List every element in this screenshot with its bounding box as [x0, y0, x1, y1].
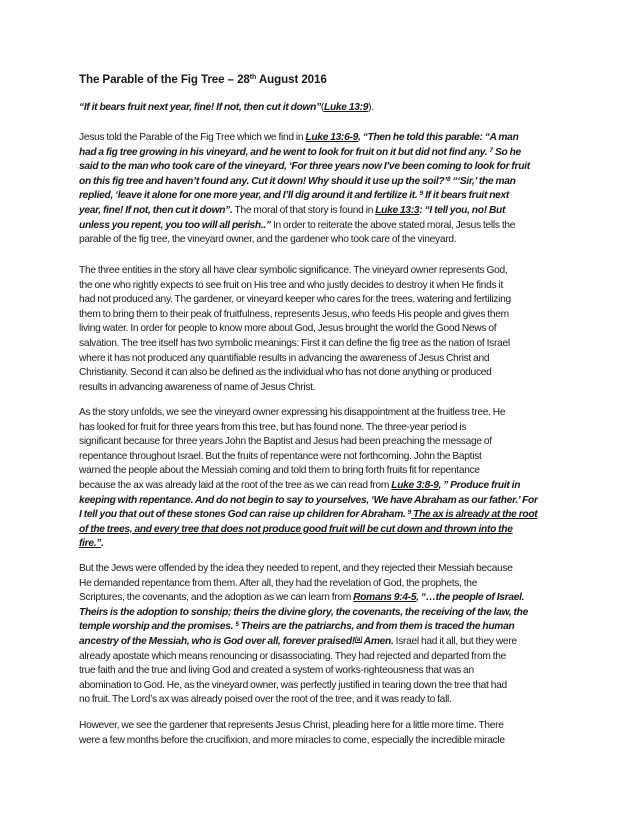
intro-quote-text: “If it bears fruit next year, fine! If not, then cut it down” [79, 102, 321, 113]
paragraph-3 [79, 406, 559, 552]
text-line: had not produced any. The gardener, or vineyard keeper who cares for the trees, watering and fertilizing [79, 294, 511, 306]
scripture-ref-link[interactable]: Luke 13:9 [324, 102, 369, 113]
text-line: abomination to God. He, as the vineyard owner, was perfectly justified in tearing down the tree that had [79, 679, 507, 691]
text-line: true faith and the true and living God and created a system of works-righteousness that was an [79, 665, 474, 677]
scripture-ref-link[interactable]: Luke 3:8-9 [391, 479, 439, 491]
quote-run: ancestry of the Messiah, who is God over all, forever praised! [79, 635, 355, 647]
intro-quote-paren: ( [320, 102, 325, 113]
text-line: Christianity. Second it can also be defined as the individual who has not done anything or produced [79, 367, 492, 379]
quote-run: unless you repent, you too will all perish..” [79, 219, 271, 231]
text-line [79, 175, 559, 190]
quote-run: keeping with repentance. And do not begin to say to yourselves, ‘We have Abraham as our father.’ For [79, 494, 538, 506]
text-line [79, 131, 559, 146]
text-line: However, we see the gardener that represents Jesus Christ, pleading here for a little more time. There [79, 720, 504, 731]
text-line: no fruit. The Lord’s ax was already poised over the root of the tree, and it was ready to fall. [79, 694, 452, 706]
text-line [79, 508, 559, 523]
verse-number: 9 [419, 190, 423, 198]
quote-run: Theirs is the adoption to sonship; theirs the divine glory, the covenants, the receiving of the law, the [79, 606, 529, 618]
text-line [79, 494, 559, 509]
text-line [79, 479, 559, 494]
text-line: results in advancing awareness of name of Jesus Christ. [79, 381, 316, 393]
text-line: has looked for fruit for three years from this tree, but has found none. The three-year period is [79, 421, 467, 433]
verse-number: 7 [489, 146, 493, 154]
page-title [79, 73, 327, 86]
text-line [79, 537, 559, 552]
quote-run: . [101, 538, 104, 550]
quote-run: replied, ‘leave it alone for one more year, and I’ll dig around it and fertilize it. [79, 190, 420, 202]
text-line: salvation. The tree itself has two symbolic meanings: First it can define the fig tree as the nation of Israel [79, 337, 510, 349]
quote-run-underlined: fire.” [79, 538, 102, 550]
text-line [79, 146, 559, 161]
paragraph-5 [79, 719, 559, 748]
quote-run: I tell you that out of these stones God can raise up children for Abraham. [79, 509, 408, 521]
text-line [79, 591, 559, 606]
quote-run: year, fine! If not, then cut it down”. [79, 204, 233, 216]
text-run: because the ax was already laid at the root of the tree as we can read from [79, 479, 392, 491]
verse-number: 5 [235, 621, 239, 629]
quote-run: had a fig tree growing in his vineyard, and he went to look for fruit on it but did not find any. [79, 146, 490, 158]
verse-number: 8 [446, 175, 451, 183]
text-run: Israel had it all, but they were [393, 635, 517, 647]
paragraph-1 [79, 131, 559, 248]
text-line [79, 606, 559, 621]
quote-run: on this fig tree and haven’t found any. Cut it down! Why should it use up the soil?’ [79, 175, 447, 187]
scripture-ref-link[interactable]: Luke 13:6-9 [305, 132, 358, 143]
quote-run: Amen. [361, 635, 394, 647]
text-run: parable of the fig tree, the vineyard owner, and the gardener who took care of the vineyard. [79, 234, 457, 246]
text-run: The moral of that story is found in [232, 204, 376, 216]
quote-run: , “Then he told this parable: “A man [358, 132, 519, 143]
text-line [79, 233, 559, 248]
text-line [79, 523, 559, 538]
quote-run: , “…the people of Israel. [416, 592, 525, 604]
text-line: them to bring them to their peak of fruitfulness, represents Jesus, who feeds His people and gives them [79, 308, 509, 320]
text-line: warned the people about the Messiah coming and told them to bring forth fruits fit for repentance [79, 465, 480, 477]
text-line: the one who rightly expects to see fruit on His tree and who justly decides to destroy it when He finds it [79, 279, 503, 291]
text-line [79, 219, 559, 234]
text-line: But the Jews were offended by the idea they needed to repent, and they rejected their Messiah because [79, 563, 513, 574]
text-line [79, 189, 559, 204]
title-superscript: th [249, 74, 257, 81]
intro-quote-close: ). [368, 102, 374, 113]
text-line: repentance throughout Israel. But the fruits of repentance were not forthcoming. John the Baptist [79, 450, 482, 462]
text-line: He demanded repentance from them. After all, they had the revelation of God, the prophets, the [79, 577, 478, 589]
quote-run: If it bears fruit next [422, 190, 510, 202]
paragraph-2 [79, 264, 559, 395]
title-text: The Parable of the Fig Tree – 28 [79, 73, 250, 86]
quote-run: Theirs are the patriarchs, and from them is traced the human [238, 621, 515, 633]
text-line: living water. In order for people to know more about God, Jesus brought the world the Good News of [79, 323, 497, 335]
text-line: significant because for three years John the Baptist and Jesus had been preaching the message of [79, 436, 492, 448]
paragraph-4 [79, 562, 559, 708]
footnote-link[interactable]: [a] [354, 635, 362, 643]
text-line [79, 160, 559, 175]
text-run: Jesus told the Parable of the Fig Tree which we find in [79, 132, 306, 143]
quote-run: said to the man who took care of the vineyard, ‘For three years now I’ve been coming to look for fruit [79, 161, 530, 173]
quote-run-underlined: of the trees, and every tree that does not produce good fruit will be cut down and thrown into the [79, 523, 513, 535]
quote-run-underlined: The ax is already at the root [411, 509, 538, 521]
text-run: Scriptures, the covenants, and the adoption as we can learn from [79, 592, 354, 604]
scripture-ref-link[interactable]: Romans 9:4-5 [353, 592, 417, 604]
quote-run: : “I tell you, no! But [419, 204, 506, 216]
text-line [79, 635, 559, 650]
quote-run: So he [492, 146, 521, 158]
verse-number: 9 [407, 509, 412, 517]
text-line: The three entities in the story all have clear symbolic significance. The vineyard owner represents God, [79, 265, 508, 276]
intro-quote [79, 101, 559, 116]
text-line [79, 204, 559, 219]
text-run: In order to reiterate the above stated moral, Jesus tells the [270, 219, 516, 231]
scripture-ref-link[interactable]: Luke 13:3 [375, 204, 420, 216]
text-line: were a few months before the crucifixion, and more miracles to come, especially the incredible miracle [79, 734, 505, 746]
quote-run: “‘Sir,’ the man [450, 175, 516, 187]
text-line: As the story unfolds, we see the vineyard owner expressing his disappointment at the fruitless tree. He [79, 407, 506, 418]
text-line: already apostate which means renouncing or disassociating. They had rejected and departed from the [79, 650, 507, 662]
text-line [79, 620, 559, 635]
quote-run: temple worship and the promises. [79, 621, 236, 633]
quote-run: , ” Produce fruit in [438, 479, 521, 491]
text-line: where it has not produced any quantifiable results in advancing the awareness of Jesus Christ and [79, 352, 490, 364]
title-date-tail: August 2016 [256, 73, 327, 86]
